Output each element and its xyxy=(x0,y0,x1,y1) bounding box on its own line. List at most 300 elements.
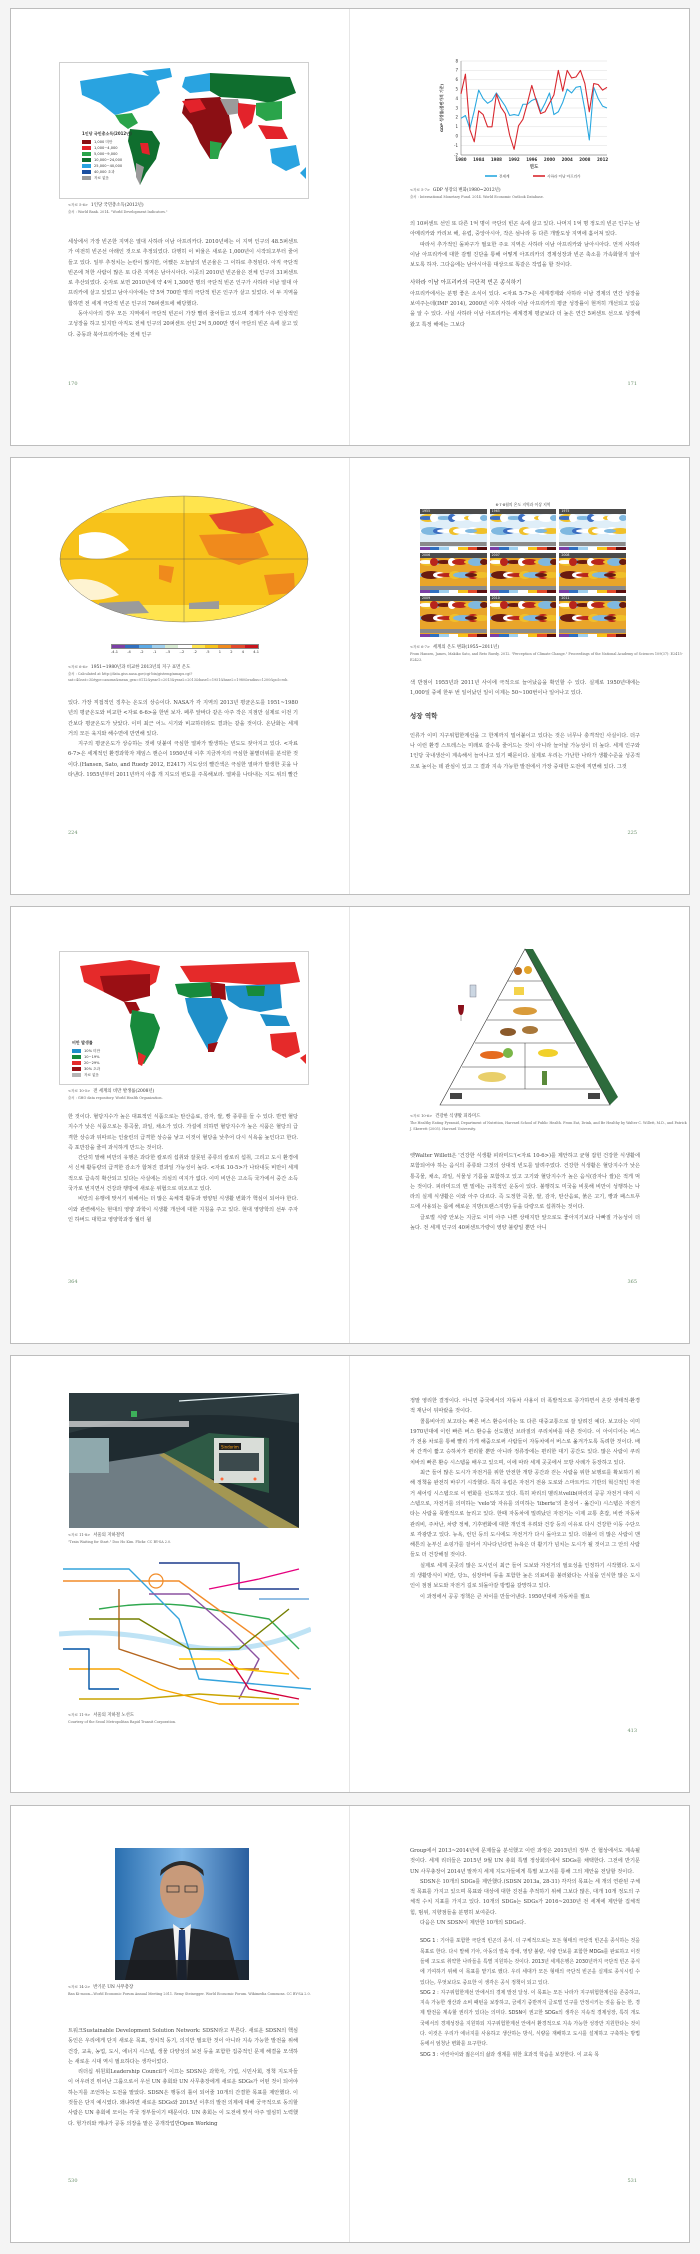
scale-swatch xyxy=(569,590,579,593)
scale-swatch xyxy=(578,547,588,550)
page-number: 364 xyxy=(68,1279,78,1285)
panel-map xyxy=(559,558,626,590)
gdp-chart-svg xyxy=(435,55,615,183)
panel-map xyxy=(559,601,626,633)
scale-swatch xyxy=(616,590,626,593)
scale-swatch xyxy=(420,634,430,637)
page-413 xyxy=(350,1356,689,1792)
page-364 xyxy=(11,907,350,1343)
panel-color-scale xyxy=(559,590,626,593)
figure-label: <자료 6-7> xyxy=(410,645,430,649)
x-tick-label: 2000 xyxy=(543,157,556,162)
scale-swatch xyxy=(139,645,152,648)
page-225 xyxy=(350,458,689,894)
legend-swatch xyxy=(82,176,91,180)
anomaly-blob xyxy=(430,514,438,522)
figure-label: <자료 10-5> xyxy=(68,1089,91,1093)
heatwave-panel xyxy=(559,553,626,594)
paragraph: 세상에서 가장 빈곤한 지역은 열대 사하라 이남 아프리카다. 2010년에는 이 지역 인구의 48.5퍼센트가 여전히 빈곤선 아래인 것으로 추정되었다. 다행히 이 비율은 새로운 1,000년이 시작되고부터 줄어들고 있다. 일부 추정치는 논란이 많지만, 어쨌든 오늘날의 빈곤율은 그 이하로 추정된다. 아직 극단적 빈곤에 처한 사람이 많은 또 다른 지역은 남아시아다. 이곳의 2010년 빈곤율은 전체 인구의 31퍼센트로 추산되었다. 숫자로 보면 2010년에 약 4억 1,300만 명의 극단적 빈곤 인구가 사하라 이남 열대 아프리카에 살고 있었고 남아시아에는 약 5억 700만 명의 극단적 빈곤 인구가 살고 있었다. 이 두 지역을 합하면 전 세계 극단적 빈곤 인구의 76퍼센트에 해당했다. xyxy=(68,239,299,307)
figure-caption xyxy=(410,1113,689,1132)
book-spread-530-531 xyxy=(10,1805,690,2243)
paragraph: 따라서 추가적인 돌파구가 필요한 주요 지역은 사하라 이남 아프리카와 남아시아다. 먼저 사하라 이남 아프리카에 대한 감별 진단을 통해 어떻게 아프리카의 경제성장과 빈곤 축소를 가속화할지 알아보도록 하자. 그다음에는 남아시아를 대상으로 똑같은 작업을 할 것이다. xyxy=(410,241,640,269)
scale-swatch xyxy=(439,634,449,637)
paragraph: 최근 들어 많은 도시가 자전거를 위한 안전한 개방 공간과 걷는 사람을 위한 보행로를 확보하기 위해 정책을 완전히 바꾸기 시작했다. 특히 유럽은 자전거 전용 도로와 스마트카드 기반의 혁신적인 자전거 셰어링 시스템으로 이 변화를 선도하고 있다. 특히 파리의 벨리브velib(파리의 공공 자전거 대여 시스템으로, 자전거를 의미하는 'velo'와 자유를 의미하는 'liberte'의 혼성어 - 옮긴이) 시스템은 자전거 타는 사람을 폭발적으로 늘리고 있다. 한때 자동차에 밀려났던 자전거는 이제 교통 혼잡, 비싼 자동차 관리비, 주차난, 차량 정체, 기후변화에 대한 개인적 우려와 건강 등의 이유로 다시 건강한 이동 수단으로 각광받고 있다. 뉴욕, 런던 등의 도시에도 자전거가 다시 돌아오고 있다. 더불어 더 많은 사람이 맨해튼의 눈부신 쇼핑가를 걸어서 지나다닌다면 뉴욕은 더 활기가 넘치는 도시가 될 것이고 그 안의 사람들도 더 건강해질 것이다. xyxy=(410,1470,640,1559)
body-text xyxy=(410,219,640,330)
paragraph: 리더십 위원회Leadership Council가 이끄는 SDSN은 과학자, 기업, 시민사회, 정책 지도자들이 어우러진 뛰어난 그룹으로서 우선 UN 총회와 UN 사무총장에게 새로운 SDGs가 어떤 것이 되어야 하는지를 조언하는 도전을 맡았다. SDSN은 행동의 틀이 되어줄 10개의 간결한 목표를 제안했다. 이것들은 단지 예시였다. 왜냐하면 새로운 SDGs와 2015년 이후의 발전 의제에 대해 궁극적으로 동의할 사람은 UN 총회에 모이는 각국 정부들이기 때문이다. UN 총회는 이 도전에 맞서 아주 열심히 노력했다. 헝가리와 케냐가 공동 의장을 맡은 공개작업반Open Working xyxy=(68,2069,298,2127)
anomaly-blob xyxy=(465,529,477,533)
page-171 xyxy=(350,9,689,445)
body-text xyxy=(68,1112,298,1225)
panel-year: 2009 xyxy=(420,596,487,601)
heatwave-panel xyxy=(420,596,487,637)
page-number: 171 xyxy=(627,381,637,387)
scale-swatch xyxy=(528,634,538,637)
panel-year: 1955 xyxy=(420,509,487,514)
scale-swatch xyxy=(458,590,468,593)
panel-map xyxy=(490,601,557,633)
legend-label: 1,000~4,000 xyxy=(94,146,118,150)
scale-swatch xyxy=(607,547,617,550)
heatwave-panel xyxy=(420,553,487,594)
subway-map-graphic xyxy=(59,1559,311,1709)
paragraph: 다음은 UN SDSN이 제안한 10개의 SDGs다. xyxy=(420,1920,526,1927)
paragraph: 콜롬비아의 보고타는 빠른 버스 환승이라는 또 다른 대중교통으로 잘 알려진 예다. 보고타는 이미 1970년대에 이런 빠른 버스 환승을 선도했던 브라질의 쿠리치바를 따른 것이다. 이 아이디어는 버스가 전용 차로를 통해 빨리 가게 해줌으로써 사람들이 자동차에서 버스로 옮겨가도록 독려한 것이다. 배차 간격이 짧고 승하차가 편리할 뿐만 아니라 정류장에는 편리한 대기 공간도 있다. 많은 사람이 쿠리치바의 빠른 환승 시스템을 배우고 있으며, 이에 따라 세계 곳곳에서 모방 사례가 등장하고 있다. xyxy=(410,1418,640,1466)
scale-swatch xyxy=(178,645,191,648)
page-number: 224 xyxy=(68,830,78,836)
scale-swatch xyxy=(152,645,165,648)
paragraph: 동아시아의 경우 모든 지역에서 극단적 빈곤이 가장 빨리 줄어들고 있으며 경제가 아주 인상적인 고성장을 하고 있지만 아직도 전체 인구의 20퍼센트 선인 2억 5,000만 명이 극단의 빈곤 속에 살고 있다. 중동과 북아프리카에는 전체 인구 xyxy=(68,311,298,338)
page-224 xyxy=(11,458,350,894)
y-tick-label: -1 xyxy=(454,142,458,148)
x-tick-label: 1980 xyxy=(455,157,467,162)
scale-swatch xyxy=(537,590,547,593)
seoul-subway-map xyxy=(59,1559,311,1709)
page-170 xyxy=(11,9,350,445)
panel-color-scale xyxy=(420,634,487,637)
scale-swatch xyxy=(616,547,626,550)
paragraph: 글로벌 식량 안보는 지금도 이미 아주 나쁜 상태지만 앞으로도 좋아지기보다 나빠질 가능성이 더 높다. 전 세계 인구의 40퍼센트가량이 영양 불량일 뿐만 아니 xyxy=(410,1214,640,1232)
scale-tick-label: -4.1 xyxy=(111,650,119,654)
scale-swatch xyxy=(588,634,598,637)
scale-swatch xyxy=(499,590,509,593)
panel-year: 2010 xyxy=(490,596,557,601)
scale-swatch xyxy=(468,547,478,550)
scale-swatch xyxy=(569,547,579,550)
x-tick-label: 2012 xyxy=(597,157,609,162)
scale-swatch xyxy=(245,645,258,648)
body-text xyxy=(410,678,640,772)
figure-label: <자료 6-6> xyxy=(68,665,88,669)
scale-swatch xyxy=(449,547,459,550)
figure-label: <자료 5-7> xyxy=(410,188,430,192)
anomaly-blob xyxy=(500,601,508,609)
anomaly-blob xyxy=(569,601,577,609)
body-text xyxy=(410,1846,640,2060)
figure-source: "Train Waiting for Start." Doo Ho Kim. Flickr. CC BY-SA 2.0. xyxy=(68,1540,172,1544)
figure-title: 1인당 국민총소득(2012년) xyxy=(90,203,144,208)
scale-tick-label: .2 xyxy=(193,650,197,654)
scale-swatch xyxy=(458,634,468,637)
figure-source: The Healthy Eating Pyramid, Department of Nutrition, Harvard School of Public Health. From Eat, Drink, and Be Healthy by Walter C. Willett, M.D., and Patrick J. Skerrett (2005). Harvard University. xyxy=(410,1121,687,1131)
scale-swatch xyxy=(518,634,528,637)
scale-swatch xyxy=(607,634,617,637)
scale-swatch xyxy=(559,634,569,637)
legend-item xyxy=(82,175,132,181)
panel-map xyxy=(559,514,626,546)
scale-swatch xyxy=(509,547,519,550)
sdg-item: SDG 2 : 지구위험한계선 안에서의 경제 발전 달성. 이 목표는 모든 나라가 지구위험한계선을 존중하고, 지속 가능한 생산과 소비 패턴을 보장하고, 금세기 중반까지 글로벌 인구를 안정시키는 것을 돕는 한, 경제 발전을 계속할 권리가 있다는 의미다. SDSN이 권고한 SDGs의 생각은 지속적 경제성장, 특히 개도국에서의 경제성장을 지원하되 지구위험한계선 안에서 환경적으로 지속 가능한 성장만 지원한다는 것이다. 이것은 우리가 에너지를 사용하고 생산하는 방식, 식량을 재배하고 도시를 설계하고 구축하는 방법 등에서 엄청난 변화를 요구한다. xyxy=(420,1989,640,2048)
figure-label: <자료 10-6> xyxy=(410,1114,433,1118)
figure-title: 건강한 식생활 피라미드 xyxy=(435,1114,481,1119)
temperature-color-scale xyxy=(111,644,259,658)
page-number: 225 xyxy=(627,830,637,836)
scale-tick-label: -1 xyxy=(152,650,157,654)
legend-swatch xyxy=(72,1073,81,1077)
panel-color-scale xyxy=(559,634,626,637)
panel-color-scale xyxy=(490,634,557,637)
figure-label: <자료 11-9> xyxy=(68,1713,91,1717)
paragraph: 있다. 가장 직접적인 징후는 온도의 상승이다. NASA가 각 지역의 2013년 평균온도를 1951~1980년의 평균온도와 비교한 <자료 6-6>을 한번 보자. 페루 앞바다 같은 아주 작은 지점만 실제로 이전 기간보다 평균온도가 낮았다. 이미 최근 어느 시기와 비교하더라도 결과는 같을 것이다. 온난화는 세계 거의 모든 육지와 해수면에 만연해 있다. xyxy=(68,700,298,737)
section-subheading: 사하라 이남 아프리카의 극단적 빈곤 종식하기 xyxy=(410,280,522,287)
legend-swatch xyxy=(72,1049,81,1053)
figure-caption xyxy=(68,1088,163,1101)
heatwave-chart-title: 6·7·8월의 온도 지역과 이상 지역 xyxy=(495,502,551,507)
y-tick-label: 0 xyxy=(455,133,458,139)
figure-label: <자료 14-2> xyxy=(68,1985,91,1989)
anomaly-blob xyxy=(430,558,438,566)
scale-swatch xyxy=(597,634,607,637)
scale-swatch xyxy=(578,590,588,593)
y-tick-label: -2 xyxy=(454,152,458,158)
legend-swatch xyxy=(82,170,91,174)
anomaly-blob xyxy=(604,573,616,577)
paragraph: 렛Walter Willett은 '건강한 식생활 피라미드'(<자료 10-6>)를 제안하고 균형 잡힌 건강한 식생활에 포함되어야 하는 음식의 종류와 그것의 상대적 빈도를 알려주었다. 건강한 식생활은 혈당지수가 낮은 통곡물, 채소, 과일, 식물성 기름을 포함하고 있고 고기와 혈당지수가 높은 음식(감자나 쌀)은 적게 먹는 것이다. 피라미드의 맨 밑에는 규칙적인 운동이 있다. 불행히도 미국을 비롯해 비만이 성행하는 나라의 실제 식생활은 이와 아주 다르다. 즉 도정한 곡물, 쌀, 감자, 탄산음료, 붉은 고기, 빵과 패스트푸드에 사용되는 몸에 해로운 지방(트랜스지방) 등을 다량으로 섭취하는 것이다. xyxy=(410,1153,640,1211)
obesity-world-map xyxy=(59,951,309,1085)
y-tick-label: 3 xyxy=(455,105,458,111)
scale-tick-label: -4 xyxy=(127,650,131,654)
x-tick-label: 1984 xyxy=(473,157,485,162)
legend-swatch xyxy=(82,164,91,168)
paragraph: SDSN은 10개의 SDGs를 제안했다.(SDSN 2013a, 28-31) 각각의 목표는 세 개의 연관된 구체적 목표를 가지고 있으며 목표와 대상에 대한 진전을 추적하기 위해 그보다 많은, 대개 10개 정도의 구체적 수치 지표를 가지고 있다. 10개의 SDGs는 SDGs가 2016~2030년 전 세계에 제안할 집체적 힘, 범위, 지향점들을 분명히 보여준다. xyxy=(410,1878,640,1916)
scale-swatch xyxy=(490,590,500,593)
figure-title: 1951~1980년과 비교한 2013년의 지구 표면 온도 xyxy=(90,665,191,670)
scale-swatch xyxy=(499,634,509,637)
surface-temperature-map xyxy=(59,495,309,623)
anomaly-blob xyxy=(569,514,577,522)
scale-swatch xyxy=(468,634,478,637)
legend-label: 전세계 xyxy=(499,174,510,179)
scale-swatch xyxy=(430,547,440,550)
scale-swatch xyxy=(218,645,231,648)
y-tick-label: 1 xyxy=(455,124,458,130)
scale-swatch xyxy=(449,590,459,593)
panel-year: 2008 xyxy=(559,553,626,558)
scale-tick-label: .5 xyxy=(206,650,210,654)
figure-caption xyxy=(68,202,168,215)
x-tick-label: 1988 xyxy=(490,157,502,162)
scale-swatch xyxy=(537,634,547,637)
scale-bar xyxy=(111,644,259,649)
scale-swatch xyxy=(597,590,607,593)
scale-swatch xyxy=(588,547,598,550)
anomaly-blob xyxy=(500,558,508,566)
scale-tick-label: -.5 xyxy=(165,650,171,654)
figure-label: <자료 11-8> xyxy=(68,1533,91,1537)
legend-swatch xyxy=(82,158,91,162)
panel-color-scale xyxy=(420,547,487,550)
figure-source: From Hansen, James, Makiko Sato, and Reto Ruedy. 2012. "Perception of Climate Change." Proceedings of the National Academy of Sciences 109(37): E2415-E2423. xyxy=(410,652,683,662)
sdg-item: SDG 3 : 어린아이와 젊은이의 삶과 생계를 위한 효과적 학습을 보장한다. 이 교육 목 xyxy=(420,2051,599,2058)
paragraph: 실제로 세계 곳곳의 많은 도시인이 최근 들어 도보와 자전거의 필요성을 인정하기 시작했다. 도시의 생활방식이 비만, 당뇨, 심장마비 등을 포함한 높은 의료비를 불러왔다는 사실을 인식한 많은 도시인이 점점 보도와 자전거 길로 되돌아갈 방법을 갈망하고 있다. xyxy=(410,1562,640,1590)
legend-item xyxy=(72,1072,100,1078)
scale-swatch xyxy=(430,634,440,637)
panel-year: 2006 xyxy=(420,553,487,558)
legend-title: 1인당 국민총소득(2012년) xyxy=(82,131,132,136)
page-number: 413 xyxy=(627,1728,637,1734)
panel-year: 1975 xyxy=(559,509,626,514)
scale-swatch xyxy=(547,590,556,593)
scale-swatch xyxy=(477,590,487,593)
heatwave-panel xyxy=(490,509,557,550)
x-axis-label: 연도 xyxy=(529,165,539,170)
anomaly-blob xyxy=(569,558,577,566)
x-tick-label: 2004 xyxy=(561,157,573,162)
paragraph: Group에서 2013~2014년에 문제들을 분석했고 이런 과정은 2015년의 정부 간 협상에서도 계속될 것이다. 세계 리더들은 2015년 9월 UN 총회 특별 정상회의에서 SDGs를 채택한다. 그전에 반기문 UN 사무총장이 2014년 말까지 세계 지도자들에게 특별 보고서를 통해 그의 제안을 전달할 것이다. xyxy=(410,1848,640,1875)
legend-label: 30% 초과 xyxy=(84,1066,101,1071)
legend-swatch xyxy=(72,1061,81,1065)
body-text xyxy=(68,698,298,780)
y-axis-label: GDP 성장률(불변가격 기준) xyxy=(439,83,444,133)
anomaly-blob xyxy=(535,529,547,533)
panel-map xyxy=(420,601,487,633)
figure-source: 출처 : Calculated at http://data.giss.nasa.gov/cgi-bin/gistemp/nmaps.cgi?sat=4&sst=3&type=anoms&mean_gen=0112&year1=2013&year2=2013&base1=1951&base2=1980&radius=1200&pol=rob. xyxy=(68,672,289,682)
paragraph: 간단히 말해 비만의 유행은 과다한 칼로리 섭취와 잘못된 종류의 칼로리 섭취, 그리고 도시 환경에서 신체 활동량의 급격한 감소가 합쳐진 결과일 가능성이 높다. <자료 10-5>가 나타내듯 비만이 세계적으로 급속히 확산되고 있다는 사실에는 의심의 여지가 없다. 이미 비만은 고소득 국가에서 중간 소득 국가로 번지면서 건강과 행방에 새로운 위협으로 떠오르고 있다. xyxy=(68,1155,298,1193)
legend-label: 25,000~40,000 xyxy=(94,164,123,168)
scale-swatch xyxy=(578,634,588,637)
figure-source: 출처 : World Bank. 2014. "World Development Indicators." xyxy=(68,210,168,214)
scale-tick-label: 2 xyxy=(230,650,233,654)
legend-label: 10~19% xyxy=(84,1055,100,1059)
heatwave-panel xyxy=(490,553,557,594)
sdg-item: SDG 1 : 기아를 포함한 극단적 빈곤의 종식. 더 구체적으로는 모든 형태의 극단적 빈곤을 종식하는 것을 목표로 한다. 다시 말해 기아, 아동의 발육 장애, 영양 불량, 식량 안보를 포함한 MDGs를 완료하고 이것들에 고도로 취약한 나라들을 특별 지원하는 것이다. 2013년 세계은행은 2030년까지 극단적 빈곤 종식에 기여하기 위해 이 목표를 맡기로 했다. 우리 세대가 모든 형태의 극단적 빈곤을 실제로 종식시킬 수 있다는, 무엇보다도 중요한 이 생각은 공식 정책이 되고 있다. xyxy=(420,1938,640,1986)
paragraph: 정말 영리한 결정이다. 아니면 중국에서의 자동차 사용이 더 폭발적으로 증가하면서 온갖 생태적·환경적 재난이 뒤따랐을 것이다. xyxy=(410,1398,640,1415)
heatwave-panel xyxy=(490,596,557,637)
scale-tick-label: 4 xyxy=(241,650,245,654)
legend-swatch xyxy=(72,1055,81,1059)
scale-swatch xyxy=(559,547,569,550)
gni-world-map xyxy=(59,62,309,199)
scale-swatch xyxy=(468,590,478,593)
train-destination-sign: Sindorim xyxy=(221,1444,239,1450)
anomaly-blob xyxy=(604,529,616,533)
section-heading: 성장 역학 xyxy=(410,711,438,720)
panel-year: 2007 xyxy=(490,553,557,558)
book-spread-364-365 xyxy=(10,906,690,1344)
panel-map xyxy=(420,558,487,590)
scale-swatch xyxy=(449,634,459,637)
subway-station-photo xyxy=(69,1393,299,1528)
panel-map xyxy=(490,514,557,546)
ban-ki-moon-photo xyxy=(115,1848,249,1980)
figure-title: 서울의 지하철 노선도 xyxy=(93,1713,135,1718)
scale-swatch xyxy=(477,547,487,550)
panel-color-scale xyxy=(490,590,557,593)
scale-tick-label: -2 xyxy=(140,650,144,654)
figure-title: 세계의 온도 변화(1955~2011년) xyxy=(432,645,500,650)
page-number: 530 xyxy=(68,2178,78,2184)
legend-swatch xyxy=(82,140,91,144)
anomaly-blob xyxy=(430,601,438,609)
portrait-graphic xyxy=(115,1848,249,1980)
heatwave-panel xyxy=(420,509,487,550)
y-tick-label: 8 xyxy=(455,58,458,64)
body-text xyxy=(410,1396,640,1602)
heatwave-panel xyxy=(559,509,626,550)
figure-title: 전 세계의 비만 발생률(2008년) xyxy=(93,1089,155,1094)
legend-title: 비만 발생률 xyxy=(72,1040,93,1045)
scale-swatch xyxy=(439,547,449,550)
panel-color-scale xyxy=(490,547,557,550)
panel-map xyxy=(490,558,557,590)
anomaly-blob xyxy=(604,616,616,620)
page-530 xyxy=(11,1806,350,2242)
book-spread-412-413 xyxy=(10,1355,690,1793)
scale-swatch xyxy=(547,547,556,550)
paragraph: 의 10퍼센트 선인 또 다른 1억 명이 극단의 빈곤 속에 살고 있다. 나머지 1억 명 정도의 빈곤 인구는 남아메리카와 카리브 해, 유럽, 중앙아시아, 작은 섬나라 등 다른 개발도상 지역에 흩어져 있다. xyxy=(410,221,640,238)
legend-swatch xyxy=(82,146,91,150)
scale-swatch xyxy=(518,547,528,550)
figure-caption xyxy=(410,644,689,663)
sdg-list xyxy=(410,1936,640,2060)
page-531 xyxy=(350,1806,689,2242)
legend-label: 20~29% xyxy=(84,1061,100,1065)
healthy-eating-pyramid xyxy=(430,945,620,1110)
figure-caption xyxy=(68,1712,176,1725)
book-spread-224-225 xyxy=(10,457,690,895)
panel-year: 2011 xyxy=(559,596,626,601)
legend-label: 10% 미만 xyxy=(84,1048,101,1053)
panel-map xyxy=(420,514,487,546)
legend-label: 40,000 초과 xyxy=(94,169,115,174)
y-tick-label: 4 xyxy=(455,95,458,101)
heatwave-map-grid xyxy=(420,509,626,637)
page-412 xyxy=(11,1356,350,1792)
scale-tick-label: 1 xyxy=(218,650,222,654)
y-tick-label: 2 xyxy=(455,114,458,120)
legend-label: 1,000 미만 xyxy=(94,139,113,144)
scale-swatch xyxy=(569,634,579,637)
page-365 xyxy=(350,907,689,1343)
anomaly-blob xyxy=(465,616,477,620)
anomaly-blob xyxy=(500,514,508,522)
paragraph: 트워크Sustainable Development Solution Network: SDSN라고 부른다. 새로운 SDSN의 핵심 동인은 우리에게 단지 새로운 목표, 정치적 동기, 의지만 필요한 것이 아니라 지속 가능한 발전을 위해 건강, 교육, 농업, 도시, 에너지 시스템, 생물 다양성의 보전 등을 포함한 집중적인 문제 해결을 모색하는 새로운 시대 역시 필요하다는 생각이었다. xyxy=(68,2028,298,2065)
pyramid-graphic xyxy=(430,945,620,1110)
body-text xyxy=(68,237,298,340)
scale-tick-label: 4.1 xyxy=(253,650,259,654)
scale-labels xyxy=(111,650,259,654)
scale-swatch xyxy=(477,634,487,637)
figure-title: 서울의 지하철역 xyxy=(93,1533,125,1538)
temperature-map-graphic xyxy=(59,495,309,623)
legend-label: 자료 없음 xyxy=(84,1072,100,1077)
scale-swatch xyxy=(547,634,556,637)
legend-label: 사하라 이남 아프리카 xyxy=(547,174,581,179)
figure-caption xyxy=(68,664,349,683)
scale-swatch xyxy=(420,590,430,593)
figure-caption xyxy=(410,187,544,200)
paragraph: 비만의 유행에 맞서기 위해서는 더 많은 육체적 활동과 영양된 식생활 변화가 핵심이 되어야 한다. 이와 관련해서는 현대의 영양 과학이 식생활 개선에 대한 지침을 주고 있다. 현대 영양학의 선두 주자인 하버드 대학교 영양학과장 월터 윌 xyxy=(68,1196,298,1223)
legend-label: 10,000~24,000 xyxy=(94,158,123,162)
paragraph: 색 반점이 1955년과 2011년 사이에 극적으로 늘어났음을 확인할 수 있다. 실제로 1950년대에는 1,000일 중에 한두 번 일어났던 일이 이제는 50~100번이나 일어나고 있다. xyxy=(410,680,640,697)
subway-photo-graphic xyxy=(69,1393,299,1528)
scale-swatch xyxy=(509,590,519,593)
anomaly-blob xyxy=(535,616,547,620)
figure-source: Courtesy of the Seoul Metropolitan Rapid Transit Corporation. xyxy=(68,1720,177,1724)
scale-tick-label: -.2 xyxy=(179,650,185,654)
page-number: 531 xyxy=(627,2178,637,2184)
figure-title: 반기문 UN 사무총장 xyxy=(93,1985,134,1990)
figure-label: <자료 5-6> xyxy=(68,203,88,207)
scale-swatch xyxy=(231,645,244,648)
x-tick-label: 1992 xyxy=(508,157,520,162)
page-number: 170 xyxy=(68,381,78,387)
figure-source: 출처 : International Monetary Fund. 2014. World Economic Outlook Database. xyxy=(410,195,544,199)
scale-swatch xyxy=(528,547,538,550)
scale-swatch xyxy=(192,645,205,648)
scale-swatch xyxy=(112,645,125,648)
legend-swatch xyxy=(82,152,91,156)
scale-swatch xyxy=(499,547,509,550)
paragraph: 한 것이다. 혈당지수가 높은 대표적인 식품으로는 탄산음료, 감자, 쌀, 빵 종류를 들 수 있다. 반면 혈당지수가 낮은 식품으로는 통곡물, 과일, 채소가 있다. 가설에 의하면 혈당지수가 높은 식품은 혈당의 급격한 상승과 뒤따르는 인슐린의 급격한 상승을 낳고 이것이 혈당을 낮추어 다시 식욕을 높인다고 한다. 즉 포만감을 줄여 과식하게 만드는 것이다. xyxy=(68,1114,298,1151)
figure-caption xyxy=(68,1532,171,1545)
panel-year: 1965 xyxy=(490,509,557,514)
body-text xyxy=(410,1151,640,1233)
y-tick-label: 7 xyxy=(455,67,458,73)
scale-swatch xyxy=(518,590,528,593)
paragraph: 인류가 이미 지구위험한계선을 그 한계까지 밀어붙이고 있다는 것은 너무나 충격적인 사실이다. 더구나 이런 환경 스트레스는 미래로 갈수록 줄어드는 것이 아니라 늘어날 가능성이 더 높다. 세계 인구와 1인당 국내생산이 계속해서 늘어나고 있기 때문이다. 실제로 우리는 가난한 나라가 생활수준을 성공적으로 높이는 데 관심이 있고 그 결과 지속 가능한 발전에서 가장 중대한 도전에 직면해 있다. 그것 xyxy=(410,732,640,770)
panel-color-scale xyxy=(559,547,626,550)
scale-swatch xyxy=(490,547,500,550)
figure-caption xyxy=(68,1984,311,1997)
scale-swatch xyxy=(616,634,626,637)
page-number: 365 xyxy=(627,1279,637,1285)
body-text xyxy=(68,2026,298,2129)
scale-swatch xyxy=(205,645,218,648)
x-tick-label: 2008 xyxy=(579,157,591,162)
obesity-map-legend xyxy=(72,1040,100,1078)
paragraph: 아프리카에서는 분명 좋은 소식이 있다. <자료 5-7>은 세계경제와 사하라 이남 경제의 연간 성장을 보여주는데(IMF 2014), 2000년 이후 사하라 이남 아프리카의 평균 성장률이 현저히 개선되고 있음을 알 수 있다. 사실 사하라 이남 아프리카는 세계경제 평균보다 더 높은 연간 5퍼센트 선으로 성장해왔고 특정 해에는 그보다 xyxy=(410,290,640,328)
legend-swatch xyxy=(72,1067,81,1071)
scale-swatch xyxy=(439,590,449,593)
scale-swatch xyxy=(125,645,138,648)
x-tick-label: 1996 xyxy=(526,157,538,162)
figure-source: Ban Ki-moon—World Economic Forum Annual Meeting 2011. Remy Steinegger. World Economic Forum. Wikimedia Commons. CC BY-SA 2.0. xyxy=(68,1992,311,1996)
scale-swatch xyxy=(537,547,547,550)
scale-swatch xyxy=(559,590,569,593)
y-tick-label: 5 xyxy=(455,86,458,92)
scale-swatch xyxy=(490,634,500,637)
anomaly-blob xyxy=(465,573,477,577)
gni-map-legend xyxy=(82,131,132,181)
paragraph: 이 과정에서 공공 정책은 큰 차이를 만들어낸다. 1950년대에 자동차를 필요 xyxy=(420,1593,591,1600)
scale-swatch xyxy=(458,547,468,550)
scale-swatch xyxy=(597,547,607,550)
figure-title: GDP 성장의 변화(1980~2012년) xyxy=(432,188,501,193)
panel-color-scale xyxy=(420,590,487,593)
scale-swatch xyxy=(165,645,178,648)
gdp-growth-chart xyxy=(435,55,615,183)
legend-label: 자료 없음 xyxy=(94,175,110,180)
